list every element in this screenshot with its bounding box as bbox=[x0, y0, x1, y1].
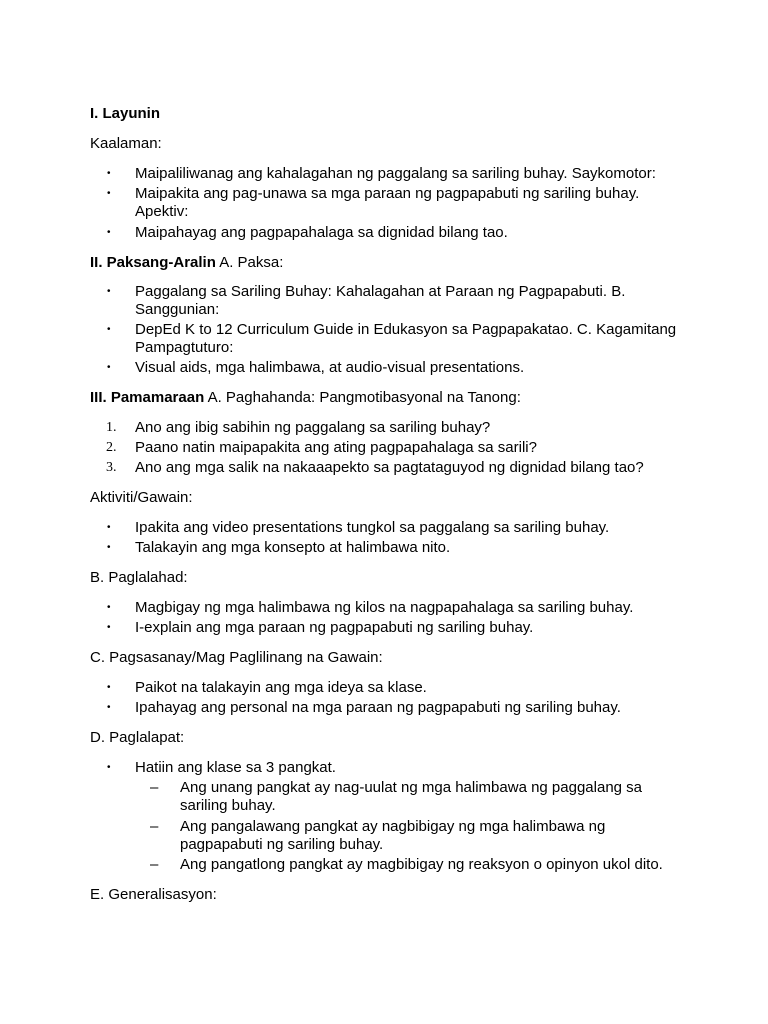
bullet-icon: • bbox=[107, 622, 111, 633]
list-item: I-explain ang mga paraan ng pagpapabuti ng sariling buhay. bbox=[135, 619, 534, 636]
list-number: 2. bbox=[106, 440, 117, 455]
aktiviti-label: Aktiviti/Gawain: bbox=[90, 489, 193, 506]
list-item: Talakayin ang mga konsepto at halimbawa nito. bbox=[135, 539, 451, 556]
bullet-icon: • bbox=[107, 522, 111, 533]
sub-list-item: Ang pangalawang pangkat ay nagbibigay ng mga halimbawa ng pagpapabuti ng sariling buhay. bbox=[180, 818, 606, 853]
list-item: Ipakita ang video presentations tungkol sa paggalang sa sariling buhay. bbox=[135, 519, 610, 536]
paglalapat-label: D. Paglalapat: bbox=[90, 729, 185, 746]
bullet-icon: • bbox=[107, 362, 111, 373]
numbered-item: Ano ang mga salik na nakaaapekto sa pagtataguyod ng dignidad bilang tao? bbox=[135, 459, 644, 476]
list-item: Hatiin ang klase sa 3 pangkat. bbox=[135, 759, 336, 776]
bullet-icon: • bbox=[107, 602, 111, 613]
section-heading-rest: A. Paghahanda: Pangmotibasyonal na Tanong: bbox=[204, 389, 521, 406]
paglalahad-label: B. Paglalahad: bbox=[90, 569, 188, 586]
dash-icon: – bbox=[150, 856, 159, 873]
sub-list-item: Ang pangatlong pangkat ay magbibigay ng reaksyon o opinyon ukol dito. bbox=[180, 856, 663, 873]
list-item: Maipahayag ang pagpapahalaga sa dignidad bilang tao. bbox=[135, 224, 508, 241]
list-number: 1. bbox=[106, 420, 117, 435]
bullet-icon: • bbox=[107, 324, 111, 335]
list-item: Maipakita ang pag-unawa sa mga paraan ng pagpapabuti ng sariling buhay. Apektiv: bbox=[135, 185, 640, 220]
numbered-item: Ano ang ibig sabihin ng paggalang sa sariling buhay? bbox=[135, 419, 491, 436]
list-item: Paikot na talakayin ang mga ideya sa klase. bbox=[135, 679, 427, 696]
list-item: DepEd K to 12 Curriculum Guide in Edukasyon sa Pagpapakatao. C. Kagamitang Pampagtuturo: bbox=[135, 321, 677, 356]
bullet-icon: • bbox=[107, 682, 111, 693]
kaalaman-label: Kaalaman: bbox=[90, 135, 162, 152]
section-heading-paksang-aralin bbox=[90, 254, 283, 272]
list-item: Ipahayag ang personal na mga paraan ng pagpapabuti ng sariling buhay. bbox=[135, 699, 621, 716]
pagsasanay-label: C. Pagsasanay/Mag Paglilinang na Gawain: bbox=[90, 649, 383, 666]
bullet-icon: • bbox=[107, 227, 111, 238]
bullet-icon: • bbox=[107, 542, 111, 553]
bullet-icon: • bbox=[107, 762, 111, 773]
bullet-icon: • bbox=[107, 702, 111, 713]
bullet-icon: • bbox=[107, 188, 111, 199]
bullet-icon: • bbox=[107, 168, 111, 179]
list-item: Maipaliliwanag ang kahalagahan ng paggalang sa sariling buhay. Saykomotor: bbox=[135, 165, 656, 182]
numbered-item: Paano natin maipapakita ang ating pagpapahalaga sa sarili? bbox=[135, 439, 537, 456]
section-heading-rest: A. Paksa: bbox=[215, 254, 284, 271]
generalisasyon-label: E. Generalisasyon: bbox=[90, 886, 217, 903]
dash-icon: – bbox=[150, 818, 159, 835]
sub-list-item: Ang unang pangkat ay nag-uulat ng mga halimbawa ng paggalang sa sariling buhay. bbox=[180, 779, 643, 814]
dash-icon: – bbox=[150, 779, 159, 796]
bullet-icon: • bbox=[107, 286, 111, 297]
list-item: Magbigay ng mga halimbawa ng kilos na nagpapahalaga sa sariling buhay. bbox=[135, 599, 634, 616]
list-item: Paggalang sa Sariling Buhay: Kahalagahan at Paraan ng Pagpapabuti. B. Sanggunian: bbox=[135, 283, 626, 318]
section-heading-bold: II. Paksang-Aralin bbox=[90, 254, 216, 271]
list-item: Visual aids, mga halimbawa, at audio-visual presentations. bbox=[135, 359, 525, 376]
section-heading-pamamaraan bbox=[90, 389, 521, 407]
list-number: 3. bbox=[106, 460, 117, 475]
section-heading-bold: III. Pamamaraan bbox=[90, 389, 205, 406]
section-heading-layunin: I. Layunin bbox=[90, 105, 161, 122]
